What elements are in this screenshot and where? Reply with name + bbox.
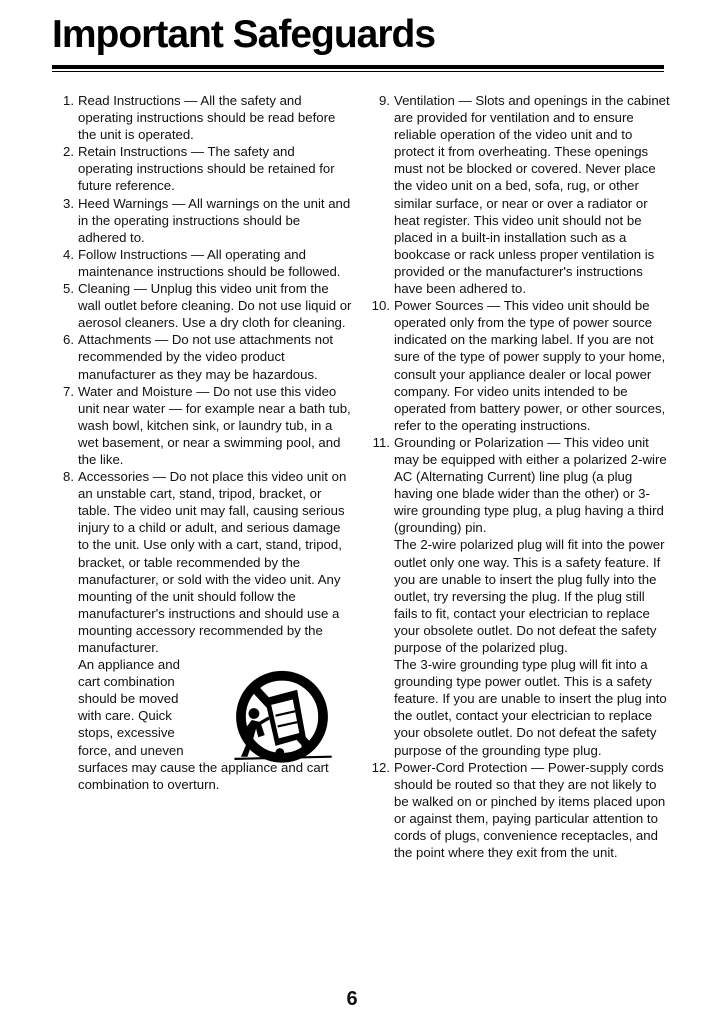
list-item bbox=[52, 331, 352, 382]
item-text: Ventilation — Slots and openings in the cabinet are provided for ventilation and to ensure reliable operation of the video unit and to protect it from overheating. These openings must not be blocked or covered. Never place the video unit on a bed, sofa, rug, or other similar surface, or near or over a radiator or heat register. This video unit should not be placed in a built-in installation such as a bookcase or rack unless proper ventilation is provided or the manufacturer's instructions have been adhered to. bbox=[394, 93, 670, 297]
page-number: 6 bbox=[346, 988, 358, 1010]
item-text: Cleaning — Unplug this video unit from the wall outlet before cleaning. Do not use liquid or aerosol cleaners. Use a dry cloth for cleaning. bbox=[78, 281, 352, 331]
item-number: 1. bbox=[63, 93, 74, 108]
cart-warning-line: cart combination bbox=[78, 674, 175, 690]
list-item bbox=[364, 759, 670, 862]
cart-warning-line: stops, excessive bbox=[78, 725, 175, 741]
title-rule-thick bbox=[52, 65, 664, 69]
item-number: 4. bbox=[63, 246, 74, 262]
list-item bbox=[364, 297, 670, 434]
item-text: Water and Moisture — Do not use this video unit near water — for example near a bath tub, wash bowl, kitchen sink, or laundry tub, in a wet basement, or near a swimming pool, and the like. bbox=[78, 383, 351, 467]
item-text: Power Sources — This video unit should be operated only from the type of power source indicated on the marking label. If you are not sure of the type of power supply to your home, consult your appliance dealer or local power company. For video units intended to be operated from battery power, or other sources, refer to the operating instructions. bbox=[394, 298, 666, 433]
list-item bbox=[364, 92, 670, 297]
item-text: Attachments — Do not use attachments not recommended by the video product manufacturer as they may be hazardous. bbox=[78, 332, 334, 382]
cart-warning-line: with care. Quick bbox=[78, 708, 172, 724]
cart-warning-line: An appliance and bbox=[78, 657, 180, 673]
item-number: 7. bbox=[63, 383, 74, 399]
page-title: Important Safeguards bbox=[52, 13, 436, 56]
item-number: 3. bbox=[63, 195, 74, 211]
cart-warning-tail: surfaces may cause the appliance and cart combination to overturn. bbox=[78, 759, 329, 792]
item-text: Grounding or Polarization — This video unit may be equipped with either a polarized 2-wire AC (Alternating Current) line plug (a plug having one blade wider than the other) or 3-wire grounding type plug, a plug having a third (grounding) pin. bbox=[394, 434, 667, 536]
right-column bbox=[364, 92, 670, 861]
list-item bbox=[364, 434, 670, 759]
item-text: Retain Instructions — The safety and operating instructions should be retained for future reference. bbox=[78, 144, 335, 194]
item-text: Power-Cord Protection — Power-supply cords should be routed so that they are not likely to be walked on or pinched by items placed upon or against them, paying particular attention to cords of plugs, convenience receptacles, and the point where they exit from the unit. bbox=[394, 759, 666, 861]
item-number: 10. bbox=[371, 298, 390, 314]
list-item bbox=[52, 468, 352, 793]
list-item bbox=[52, 246, 352, 280]
item-number: 11. bbox=[372, 434, 390, 450]
item-text: Follow Instructions — All operating and maintenance instructions should be followed. bbox=[78, 246, 341, 279]
title-rule-thin bbox=[52, 71, 664, 72]
list-item bbox=[52, 383, 352, 468]
item-text: The 2-wire polarized plug will fit into the power outlet only one way. This is a safety feature. If you are unable to insert the plug fully into the outlet, try reversing the plug. If the plug still fails to fit, contact your electrician to replace your obsolete outlet. Do not defeat the safety purpose of the polarized plug. bbox=[394, 537, 665, 655]
item-body bbox=[394, 434, 670, 759]
item-text: Heed Warnings — All warnings on the unit and in the operating instructions should be adhered to. bbox=[78, 195, 351, 245]
cart-warning-line: should be moved bbox=[78, 691, 179, 707]
list-item bbox=[52, 143, 352, 194]
item-text: Accessories — Do not place this video unit on an unstable cart, stand, tripod, bracket, or table. The video unit may fall, causing serious injury to a child or adult, and serious damage to the unit. Use only with a cart, stand, tripod, bracket, or table recommended by the manufacturer, or sold with the video unit. Any mounting of the unit should follow the manufacturer's instructions and should use a mounting accessory recommended by the manufacturer. bbox=[78, 469, 347, 655]
list-item bbox=[52, 280, 352, 331]
item-number: 8. bbox=[63, 469, 74, 485]
item-number: 6. bbox=[63, 332, 74, 348]
left-column bbox=[52, 92, 352, 793]
cart-warning-line: force, and uneven bbox=[78, 742, 184, 758]
item-body bbox=[78, 468, 352, 793]
cart-warning-block bbox=[78, 656, 352, 759]
item-text: Read Instructions — All the safety and operating instructions should be read before the unit is operated. bbox=[78, 93, 336, 143]
item-number: 5. bbox=[63, 281, 74, 297]
item-number: 9. bbox=[379, 93, 390, 108]
list-item bbox=[52, 195, 352, 246]
item-text: The 3-wire grounding type plug will fit into a grounding type power outlet. This is a safety feature. If you are unable to insert the plug into the outlet, contact your electrician to replace your obsolete outlet. Do not defeat the safety purpose of the grounding type plug. bbox=[394, 657, 667, 758]
item-number: 12. bbox=[371, 759, 390, 775]
cart-tip-over-warning-icon bbox=[228, 666, 336, 774]
item-number: 2. bbox=[63, 144, 74, 160]
list-item bbox=[52, 92, 352, 143]
